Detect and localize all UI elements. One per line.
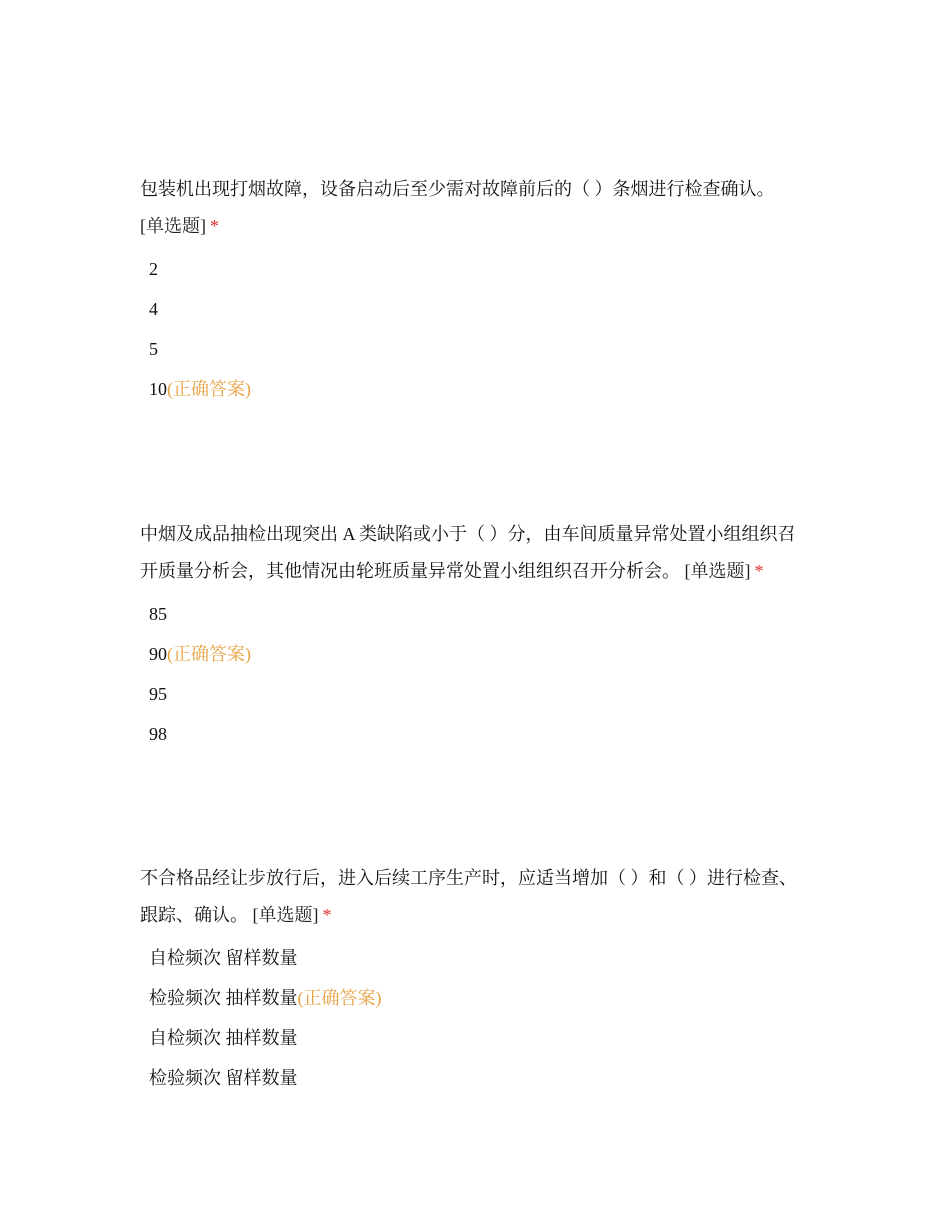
question-type-label: [单选题]: [140, 216, 206, 236]
option-label: 检验频次 留样数量: [149, 1068, 298, 1088]
option-item[interactable]: [140, 249, 810, 289]
question-text: [140, 516, 810, 590]
question-3: [140, 860, 810, 1098]
option-item[interactable]: [140, 1058, 810, 1098]
option-label: 检验频次 抽样数量: [149, 988, 298, 1008]
option-item[interactable]: [140, 594, 810, 634]
option-label: 2: [149, 259, 158, 279]
question-stem: 包装机出现打烟故障，设备启动后至少需对故障前后的（ ）条烟进行检查确认。: [140, 179, 775, 199]
question-1: [140, 171, 810, 409]
question-stem: 不合格品经让步放行后，进入后续工序生产时，应适当增加（ ）和（ ）进行检查、跟踪、确认。: [140, 868, 797, 925]
option-label: 90: [149, 644, 167, 664]
option-item[interactable]: [140, 714, 810, 754]
correct-answer-note: (正确答案): [167, 379, 251, 399]
option-list: [140, 249, 810, 409]
option-list: [140, 938, 810, 1098]
option-label: 98: [149, 724, 167, 744]
option-label: 自检频次 留样数量: [149, 948, 298, 968]
question-type-label: [单选题]: [252, 905, 319, 925]
option-item[interactable]: [140, 938, 810, 978]
option-item[interactable]: [140, 369, 810, 409]
required-asterisk: *: [322, 905, 332, 925]
option-label: 自检频次 抽样数量: [149, 1028, 298, 1048]
option-label: 85: [149, 604, 167, 624]
question-text: [140, 171, 810, 245]
required-asterisk: *: [754, 561, 764, 581]
question-2: [140, 516, 810, 754]
question-text: [140, 860, 810, 934]
option-item[interactable]: [140, 634, 810, 674]
option-item[interactable]: [140, 978, 810, 1018]
option-label: 10: [149, 379, 167, 399]
option-label: 5: [149, 339, 158, 359]
question-type-label: [单选题]: [684, 561, 751, 581]
option-item[interactable]: [140, 329, 810, 369]
question-stem: 中烟及成品抽检出现突出 A 类缺陷或小于（ ）分，由车间质量异常处置小组组织召开质量分析会，其他情况由轮班质量异常处置小组组织召开分析会。: [140, 524, 796, 581]
option-list: [140, 594, 810, 754]
option-item[interactable]: [140, 289, 810, 329]
required-asterisk: *: [210, 216, 219, 236]
correct-answer-note: (正确答案): [297, 988, 382, 1008]
option-item[interactable]: [140, 674, 810, 714]
correct-answer-note: (正确答案): [167, 644, 251, 664]
option-item[interactable]: [140, 1018, 810, 1058]
option-label: 4: [149, 299, 158, 319]
option-label: 95: [149, 684, 167, 704]
